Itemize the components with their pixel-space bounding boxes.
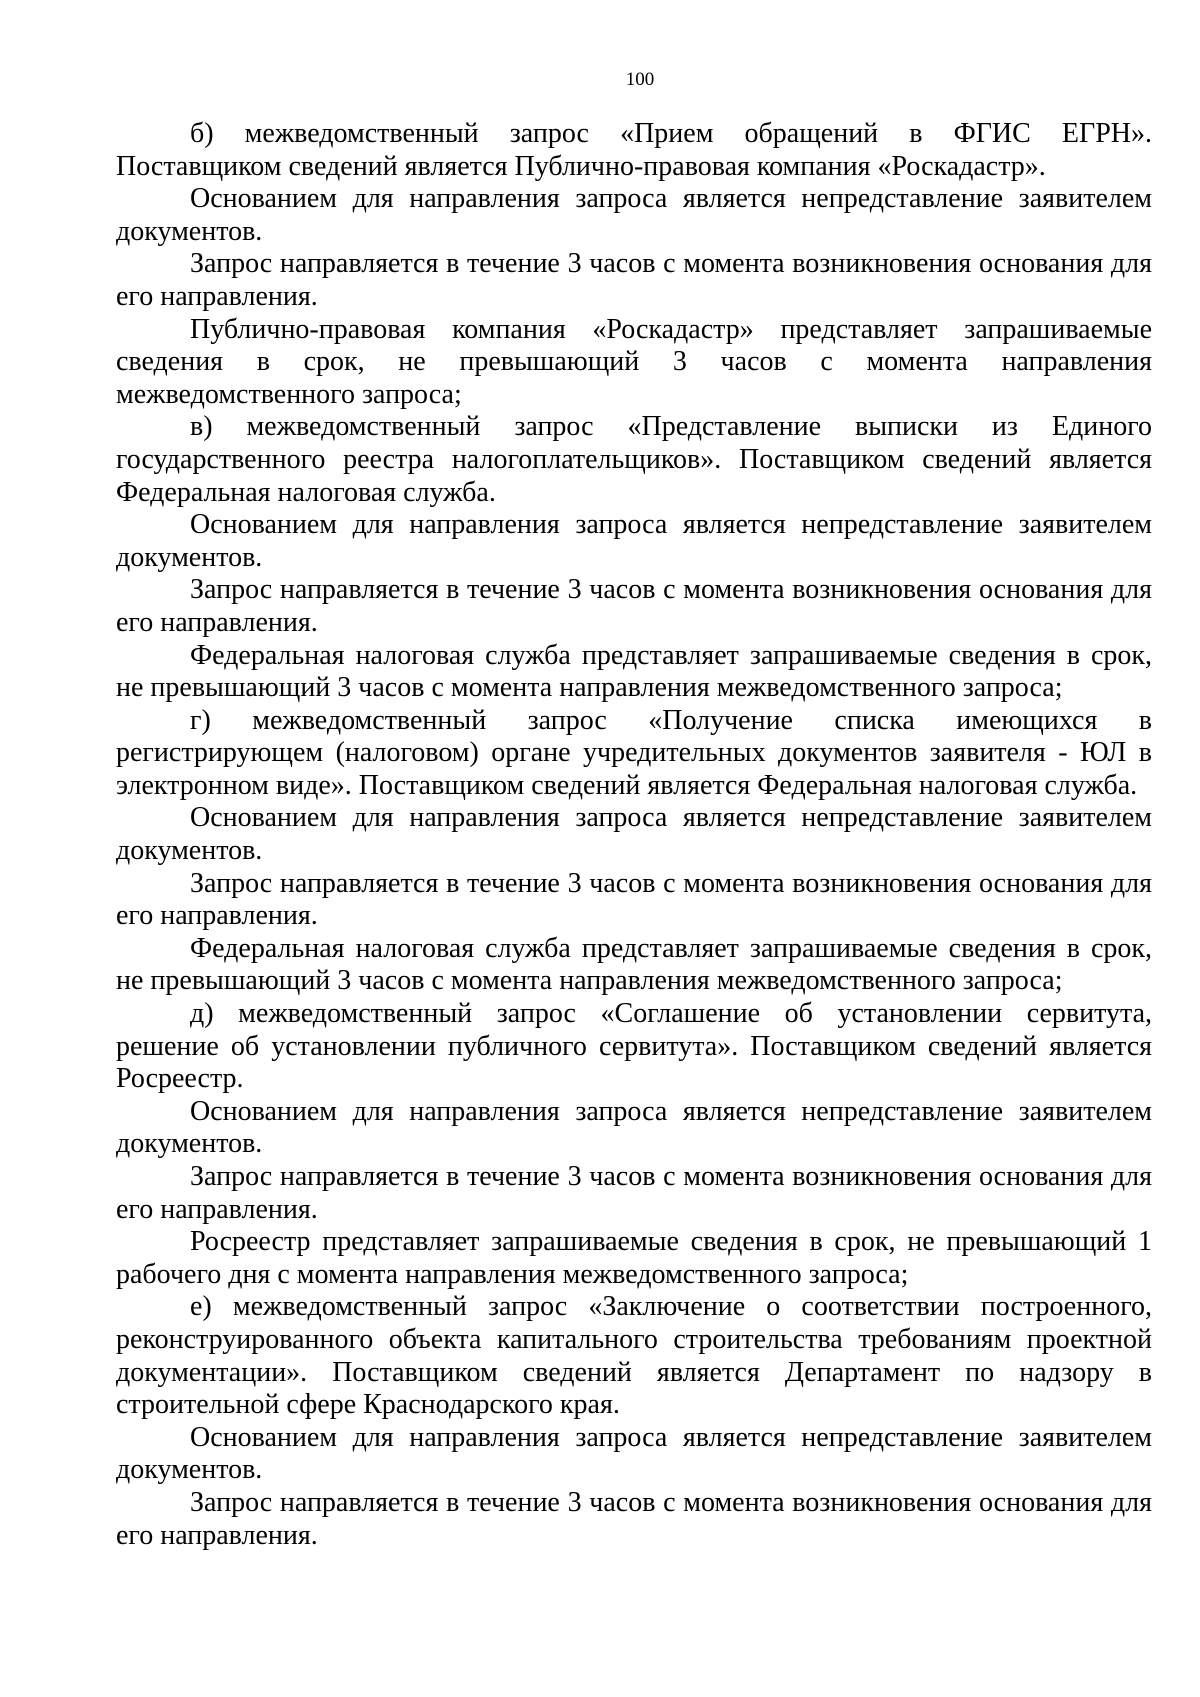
paragraph-basis: Основанием для направления запроса является непредставление заявителем документов. [116, 802, 1152, 867]
paragraph-timing: Запрос направляется в течение 3 часов с момента возникновения основания для его направления. [116, 1161, 1152, 1225]
paragraph-provider-term: Публично-правовая компания «Роскадастр» представляет запрашиваемые сведения в срок, не превышающий 3 часов с момента направления межведомственного запроса; [116, 313, 1152, 410]
paragraph-basis: Основанием для направления запроса является непредставление заявителем документов. [116, 509, 1152, 573]
paragraph-item-v-request: в) межведомственный запрос «Представление выписки из Единого государственного реестра налогоплательщиков». Поставщиком сведений является Федеральная налоговая служба. [116, 411, 1152, 508]
paragraph-basis: Основанием для направления запроса является непредставление заявителем документов. [116, 1095, 1152, 1160]
paragraph-item-b-request: б) межведомственный запрос «Прием обращений в ФГИС ЕГРН». Поставщиком сведений является Публично-правовая компания «Роскадастр». [116, 118, 1152, 182]
paragraph-provider-term: Федеральная налоговая служба представляет запрашиваемые сведения в срок, не превышающий 3 часов с момента направления межведомственного запроса; [116, 639, 1152, 704]
paragraph-item-e-request: е) межведомственный запрос «Заключение о соответствии построенного, реконструированного объекта капитального строительства требованиям проектной документации». Поставщиком сведений является Департамент по надзору в строительной сфере Краснодарского края. [116, 1291, 1152, 1421]
paragraph-timing: Запрос направляется в течение 3 часов с момента возникновения основания для его направления. [116, 1486, 1152, 1551]
paragraph-basis: Основанием для направления запроса является непредставление заявителем документов. [116, 183, 1152, 247]
paragraph-item-g-request: г) межведомственный запрос «Получение списка имеющихся в регистрирующем (налоговом) органе учредительных документов заявителя - ЮЛ в электронном виде». Поставщиком сведений является Федеральная налоговая служба. [116, 704, 1152, 801]
document-body [116, 118, 1152, 1552]
paragraph-timing: Запрос направляется в течение 3 часов с момента возникновения основания для его направления. [116, 574, 1152, 638]
paragraph-item-d-request: д) межведомственный запрос «Соглашение об установлении сервитута, решение об установлении публичного сервитута». Поставщиком сведений является Росреестр. [116, 998, 1152, 1095]
paragraph-basis: Основанием для направления запроса является непредставление заявителем документов. [116, 1421, 1152, 1486]
page-number: 100 [625, 69, 655, 90]
paragraph-provider-term: Федеральная налоговая служба представляет запрашиваемые сведения в срок, не превышающий 3 часов с момента направления межведомственного запроса; [116, 932, 1152, 997]
paragraph-timing: Запрос направляется в течение 3 часов с момента возникновения основания для его направления. [116, 867, 1152, 932]
paragraph-provider-term: Росреестр представляет запрашиваемые сведения в срок, не превышающий 1 рабочего дня с момента направления межведомственного запроса; [116, 1226, 1152, 1290]
paragraph-timing: Запрос направляется в течение 3 часов с момента возникновения основания для его направления. [116, 248, 1152, 312]
